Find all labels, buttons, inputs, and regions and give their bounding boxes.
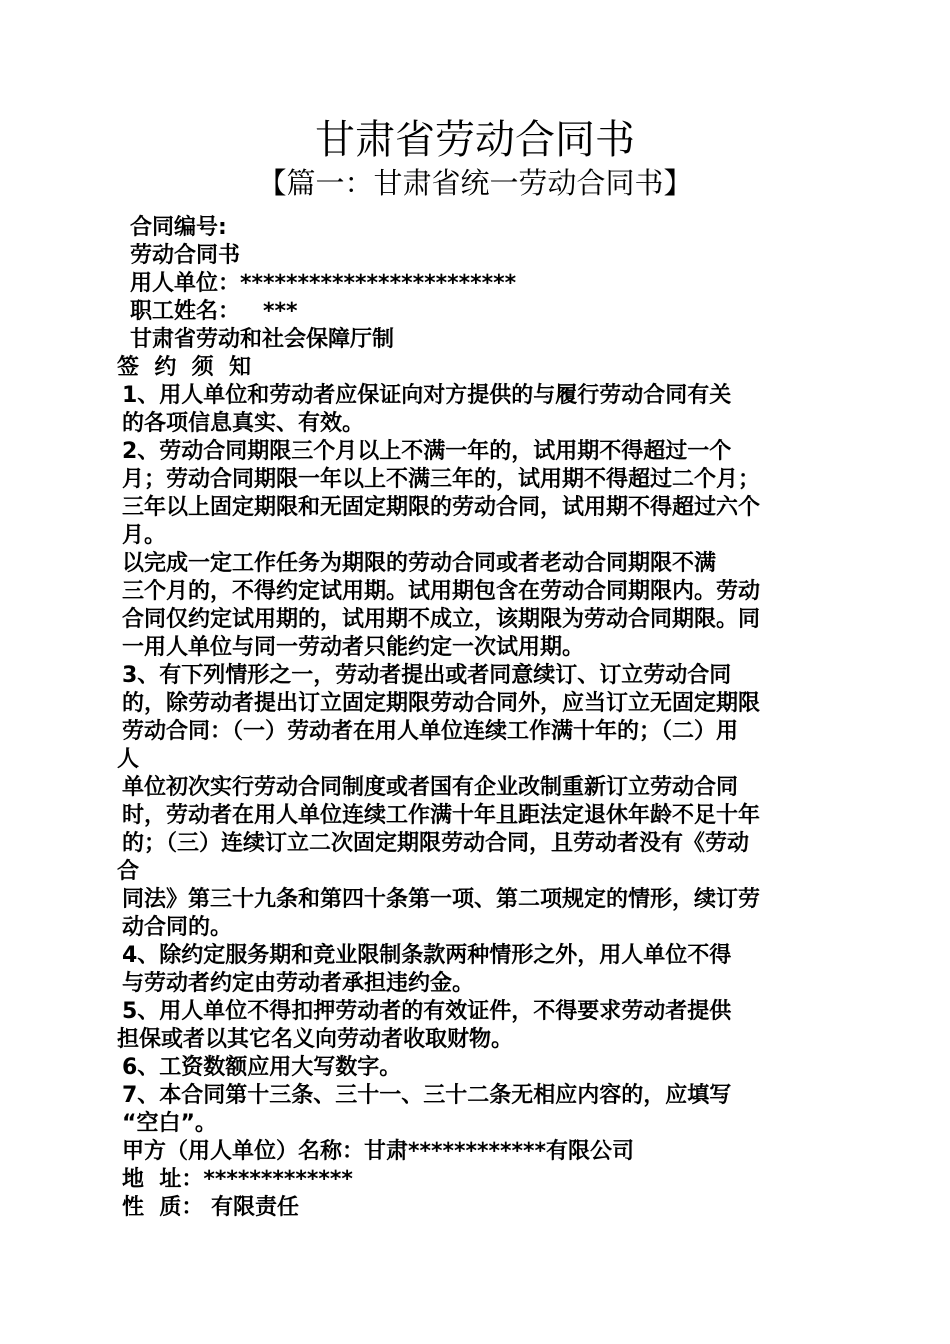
notice-line: 月；劳动合同期限一年以上不满三年的，试用期不得超过二个月； — [122, 467, 761, 492]
notice-line: 动合同的。 — [122, 915, 233, 940]
document-title: 甘肃省劳动合同书 — [315, 117, 635, 163]
notice-line: 担保或者以其它名义向劳动者收取财物。 — [117, 1027, 514, 1052]
employee-name-field: 职工姓名： *** — [130, 299, 298, 324]
party-a-type-field: 性 质： 有限责任 — [122, 1195, 299, 1220]
notice-line: 以完成一定工作任务为期限的劳动合同或者老动合同期限不满 — [122, 551, 717, 576]
notice-line: 月。 — [122, 523, 167, 548]
notice-line: 的，除劳动者提出订立固定期限劳动合同外，应当订立无固定期限 — [122, 691, 761, 716]
notice-heading: 签 约 须 知 — [117, 355, 251, 380]
contract-number-label: 合同编号: — [130, 215, 227, 240]
notice-line: 单位初次实行劳动合同制度或者国有企业改制重新订立劳动合同 — [122, 775, 739, 800]
notice-line: 与劳动者约定由劳动者承担违约金。 — [122, 971, 475, 996]
notice-line: 6、工资数额应用大写数字。 — [122, 1055, 402, 1080]
notice-line: 的各项信息真实、有效。 — [122, 411, 365, 436]
notice-line: 时，劳动者在用人单位连续工作满十年且距法定退休年龄不足十年 — [122, 803, 761, 828]
notice-line: 4、除约定服务期和竞业限制条款两种情形之外，用人单位不得 — [122, 943, 732, 968]
notice-line: 3、有下列情形之一，劳动者提出或者同意续订、订立劳动合同 — [122, 663, 732, 688]
contract-heading: 劳动合同书 — [130, 243, 241, 268]
notice-line: 7、本合同第十三条、三十一、三十二条无相应内容的，应填写 — [122, 1083, 732, 1108]
notice-line: 劳动合同：（一）劳动者在用人单位连续工作满十年的；（二）用 — [122, 719, 739, 744]
employer-field: 用人单位：************************ — [130, 271, 517, 296]
notice-line: 的；（三）连续订立二次固定期限劳动合同，且劳动者没有《劳动 — [122, 831, 750, 856]
notice-line: 三个月的，不得约定试用期。试用期包含在劳动合同期限内。劳动 — [122, 579, 761, 604]
notice-line: 合 — [117, 859, 140, 884]
party-a-address-field: 地 址：************* — [122, 1167, 353, 1192]
notice-line: 同法》第三十九条和第四十条第一项、第二项规定的情形，续订劳 — [122, 887, 761, 912]
notice-line: 2、劳动合同期限三个月以上不满一年的，试用期不得超过一个 — [122, 439, 732, 464]
notice-line: 人 — [117, 747, 140, 772]
notice-line: 1、用人单位和劳动者应保证向对方提供的与履行劳动合同有关 — [122, 383, 732, 408]
issuer-line: 甘肃省劳动和社会保障厅制 — [130, 327, 395, 352]
notice-line: 合同仅约定试用期的，试用期不成立，该期限为劳动合同期限。同 — [122, 607, 761, 632]
notice-line: 5、用人单位不得扣押劳动者的有效证件，不得要求劳动者提供 — [122, 999, 732, 1024]
party-a-name-field: 甲方（用人单位）名称：甘肃************有限公司 — [122, 1139, 635, 1164]
notice-line: “空白”。 — [122, 1111, 217, 1136]
notice-line: 三年以上固定期限和无固定期限的劳动合同，试用期不得超过六个 — [122, 495, 761, 520]
notice-line: 一用人单位与同一劳动者只能约定一次试用期。 — [122, 635, 585, 660]
document-subtitle: 【篇一：甘肃省统一劳动合同书】 — [257, 166, 693, 200]
